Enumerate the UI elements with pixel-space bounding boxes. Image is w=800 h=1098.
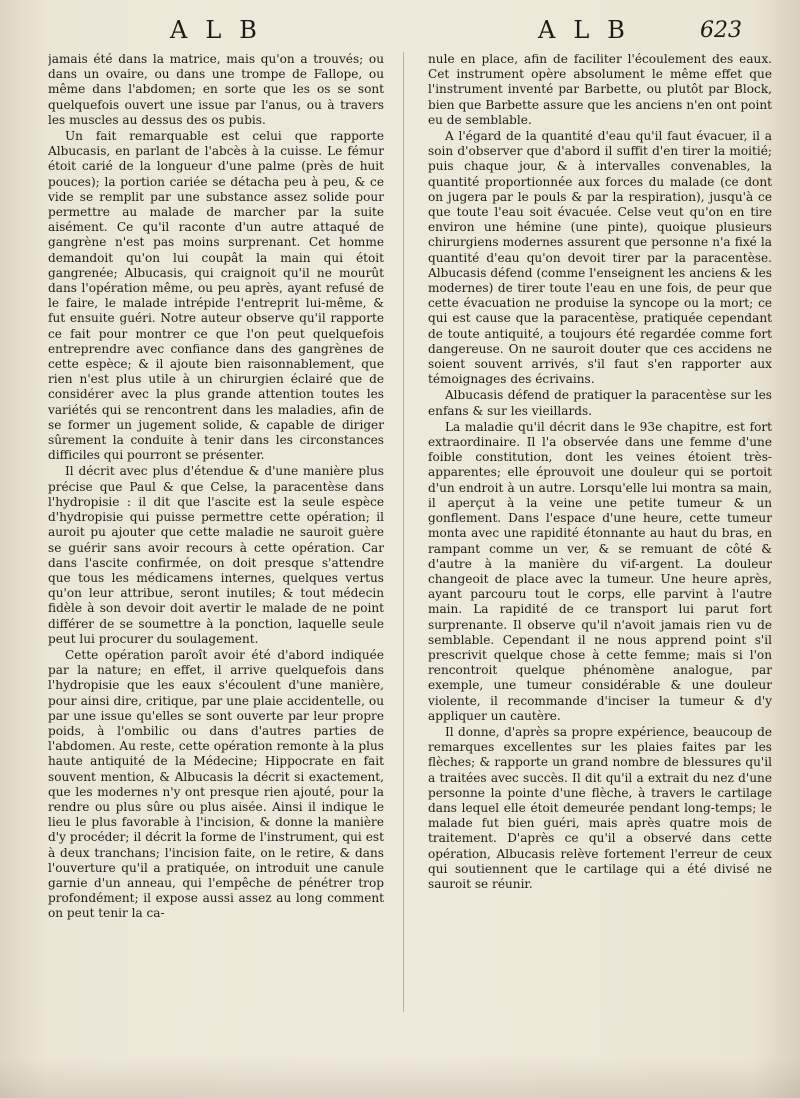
paragraph: Cette opération paroît avoir été d'abord indiquée par la nature; en effet, il arrive quelquefois dans l'hydropisie que les eaux s'écoulent d'une manière, pour ainsi dire, critique, par une plaie accidentelle, ou par une issue qu'elles se sont ouverte par leur propre poids, à l'ombilic ou dans d'autres parties de l'abdomen. Au reste, cette opération remonte à la plus haute antiquité de la Médecine; Hippocrate en fait souvent mention, & Albucasis la décrit si exactement, que les modernes n'y ont presque rien ajouté, pour la rendre ou plus sûre ou plus aisée. Ainsi il indique le lieu le plus favorable à l'incision, & donne la manière d'y procéder; il décrit la forme de l'instrument, qui est à deux tranchans; l'incision faite, on le retire, & dans l'ouverture qu'il a pratiquée, on introduit une canule garnie d'un anneau, qui l'empêche de pénétrer trop profondément; il expose aussi assez au long comment on peut tenir la ca- <box>48 647 384 921</box>
paragraph: A l'égard de la quantité d'eau qu'il faut évacuer, il a soin d'observer que d'abord il suffit d'en tirer la moitié; puis chaque jour, & à intervalles convenables, la quantité proportionnée aux forces du malade (ce dont on jugera par le pouls & par la respiration), jusqu'à ce que toute l'eau soit évacuée. Celse veut qu'on en tire environ une hémine (une pinte), quoique plusieurs chirurgiens modernes assurent que personne n'a fixé la quantité d'eau qu'on devoit tirer par la paracentèse. Albucasis défend (comme l'enseignent les anciens & les modernes) de tirer toute l'eau en une fois, de peur que cette évacuation ne produise la syncope ou la mort; ce qui est cause que la paracentèse, pratiquée cependant de toute antiquité, a toujours été regardée comme fort dangereuse. On ne sauroit douter que ces accidens ne soient souvent arrivés, s'il faut s'en rapporter aux témoignages des écrivains. <box>428 129 772 387</box>
paragraph: Il donne, d'après sa propre expérience, beaucoup de remarques excellentes sur les plaies faites par les flèches; & rapporte un grand nombre de blessures qu'il a traitées avec succès. Il dit qu'il a extrait du nez d'une personne la pointe d'une flèche, à travers le cartilage dans lequel elle étoit demeurée pendant long-temps; le malade fut bien guéri, mais après quatre mois de traitement. D'après ce qu'il a observé dans cette opération, Albucasis relève fortement l'erreur de ceux qui soutiennent que le cartilage qui a été divisé ne sauroit se réunir. <box>428 724 772 891</box>
header-left-title: ALB <box>170 16 275 44</box>
paragraph: Albucasis défend de pratiquer la paracentèse sur les enfans & sur les vieillards. <box>428 388 772 418</box>
paragraph: Il décrit avec plus d'étendue & d'une manière plus précise que Paul & que Celse, la paracentèse dans l'hydropisie : il dit que l'ascite est la seule espèce d'hydropisie qui puisse permettre cette opération; il auroit pu ajouter que cette maladie ne sauroit guère se guérir sans avoir recours à cette opération. Car dans l'ascite confirmée, on doit presque s'attendre que tous les médicamens internes, quelques vertus qu'on leur attribue, seront inutiles; & tout médecin fidèle à son devoir doit avertir le malade de ne point différer de se soumettre à la ponction, laquelle seule peut lui procurer du soulagement. <box>48 464 384 646</box>
paragraph: La maladie qu'il décrit dans le 93e chapitre, est fort extraordinaire. Il l'a observée dans une femme d'une foible constitution, dont les veines étoient très-apparentes; elle éprouvoit une douleur qui se portoit d'un endroit à un autre. Lorsqu'elle lui montra sa main, il aperçut à la veine une petite tumeur & un gonflement. Dans l'espace d'une heure, cette tumeur monta avec une rapidité étonnante au haut du bras, en rampant comme un ver, & se remuant de côté & d'autre à la manière du vif-argent. La douleur changeoit de place avec la tumeur. Une heure après, ayant parcouru tout le corps, elle parvint à l'autre main. La rapidité de ce transport lui parut fort surprenante. Il observe qu'il n'avoit jamais rien vu de semblable. Cependant il ne nous apprend point s'il prescrivit quelque chose à cette femme; mais si l'on rencontroit quelque phénomène analogue, par exemple, une tumeur considérable & une douleur violente, il recommande d'inciser la tumeur & d'y appliquer un cautère. <box>428 419 772 723</box>
column-divider <box>403 52 404 1012</box>
right-column <box>428 52 772 1052</box>
header-right-title: ALB <box>538 16 643 44</box>
page-edge-shadow <box>0 1058 800 1098</box>
left-column <box>48 52 384 1052</box>
page-number: 623 <box>700 18 742 43</box>
paragraph: Un fait remarquable est celui que rapporte Albucasis, en parlant de l'abcès à la cuisse. Le fémur étoit carié de la longueur d'une palme (près de huit pouces); la portion cariée se détacha peu à peu, & ce vide se remplit par une substance assez solide pour permettre au malade de marcher par la suite aisément. Ce qu'il raconte d'un autre attaqué de gangrène n'est pas moins surprenant. Cet homme demandoit qu'on lui coupât la main qui étoit gangrenée; Albucasis, qui craignoit qu'il ne mourût dans l'opération même, ou peu après, ayant refusé de le faire, le malade intrépide l'entreprit lui-même, & fut ensuite guéri. Notre auteur observe qu'il rapporte ce fait pour montrer ce que l'on peut quelquefois entreprendre avec confiance dans des gangrènes de cette espèce; & il ajoute bien raisonnablement, que rien n'est plus utile à un chirurgien éclairé que de considérer avec la plus grande attention toutes les variétés qui se rencontrent dans les maladies, afin de se former un jugement solide, & capable de diriger sûrement la conduite à tenir dans les circonstances difficiles qui pourront se présenter. <box>48 129 384 463</box>
paragraph: jamais été dans la matrice, mais qu'on a trouvés; ou dans un ovaire, ou dans une trompe de Fallope, ou même dans l'abdomen; en sorte que les os se sont quelquefois ouvert une issue par l'anus, ou à travers les muscles au dessus des os pubis. <box>48 52 384 127</box>
paragraph: nule en place, afin de faciliter l'écoulement des eaux. Cet instrument opère absolument le même effet que l'instrument inventé par Barbette, ou plutôt par Block, bien que Barbette assure que les anciens n'en ont point eu de semblable. <box>428 52 772 127</box>
running-header <box>0 16 800 50</box>
